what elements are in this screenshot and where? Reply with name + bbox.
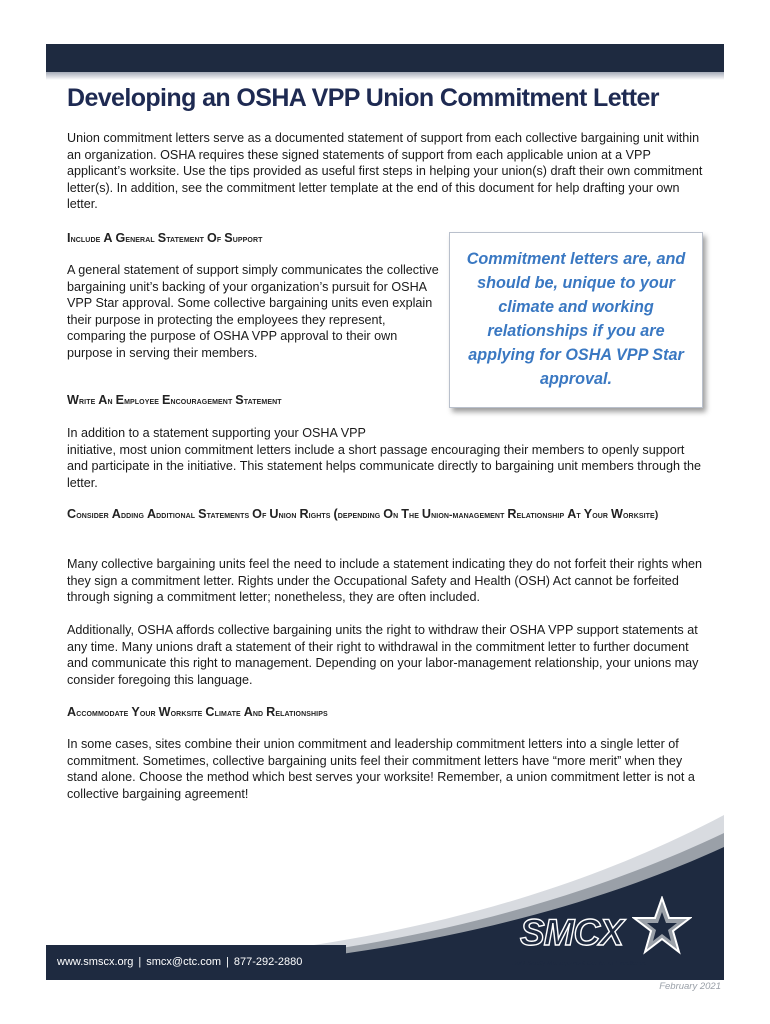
smcx-logo: SMCX bbox=[520, 912, 623, 953]
header-band bbox=[46, 44, 724, 72]
header-band-shadow bbox=[46, 72, 724, 80]
page-title: Developing an OSHA VPP Union Commitment Letter bbox=[67, 84, 659, 112]
heading-encouragement: Write An Employee Encouragement Statement bbox=[67, 393, 282, 407]
publication-date: February 2021 bbox=[659, 981, 721, 992]
heading-union-rights: Consider Adding Additional Statements Of Union Rights (depending On The Union-management Relationship At Your Worksite) bbox=[67, 507, 659, 521]
union-rights-paragraph-1: Many collective bargaining units feel the need to include a statement indicating they do not forfeit their rights when they sign a commitment letter. Rights under the Occupational Safety and Health (OSH) Act cannot be forfeited through signing a commitment letter; nonetheless, they are often included. bbox=[67, 557, 702, 604]
heading-worksite-climate: Accommodate Your Worksite Climate And Relationships bbox=[67, 705, 328, 719]
footer-separator: | bbox=[226, 956, 229, 968]
callout-box: Commitment letters are, and should be, unique to your climate and working relationships if you are applying for OSHA VPP Star approval. bbox=[449, 232, 703, 408]
encouragement-rest: initiative, most union commitment letters include a short passage encouraging their members to openly support and participate in the initiative. This statement helps communicate directly to bargaining unit members through the letter. bbox=[67, 442, 701, 490]
footer-separator: | bbox=[138, 956, 142, 968]
general-statement-paragraph: A general statement of support simply communicates the collective bargaining unit’s backing of your organization’s pursuit for OSHA VPP Star approval. Some collective bargaining units even explain their purpose in protecting the employees they represent, comparing the purpose of OSHA VPP approval to their own purpose in serving their members. bbox=[67, 263, 439, 360]
footer-contact bbox=[57, 956, 302, 968]
footer-email-link[interactable]: smcx@ctc.com bbox=[146, 956, 221, 968]
encouragement-paragraph bbox=[67, 425, 707, 491]
footer-website-link[interactable]: www.smscx.org bbox=[57, 956, 134, 968]
worksite-climate-paragraph: In some cases, sites combine their union commitment and leadership commitment letters into a single letter of commitment. Sometimes, collective bargaining units feel their commitment letters have “more merit” when they stand alone. Choose the method which best serves your worksite! Remember, a union commitment letter is not a collective bargaining agreement! bbox=[67, 737, 695, 801]
union-rights-paragraph-2: Additionally, OSHA affords collective bargaining units the right to withdraw their OSHA VPP support statements at any time. Many unions draft a statement of their right to withdrawal in the commitment letter to further document and communicate this right to management. Depending on your labor-management relationship, your unions may consider foregoing this language. bbox=[67, 623, 699, 687]
intro-paragraph: Union commitment letters serve as a documented statement of support from each collective bargaining unit within an organization. OSHA requires these signed statements of support from each applicable union at a VPP applicant’s worksite. Use the tips provided as useful first steps in helping your union(s) draft their own commitment letter(s). In addition, see the commitment letter template at the end of this document for help drafting your own letter. bbox=[67, 131, 703, 211]
heading-general-statement: Include A General Statement Of Support bbox=[67, 231, 263, 245]
star-icon bbox=[632, 896, 692, 956]
footer-phone: 877-292-2880 bbox=[233, 956, 303, 968]
encouragement-first-line: In addition to a statement supporting your OSHA VPP bbox=[67, 426, 366, 440]
logo-tagline: DoD Safety Management Center of Excellence bbox=[512, 960, 647, 967]
